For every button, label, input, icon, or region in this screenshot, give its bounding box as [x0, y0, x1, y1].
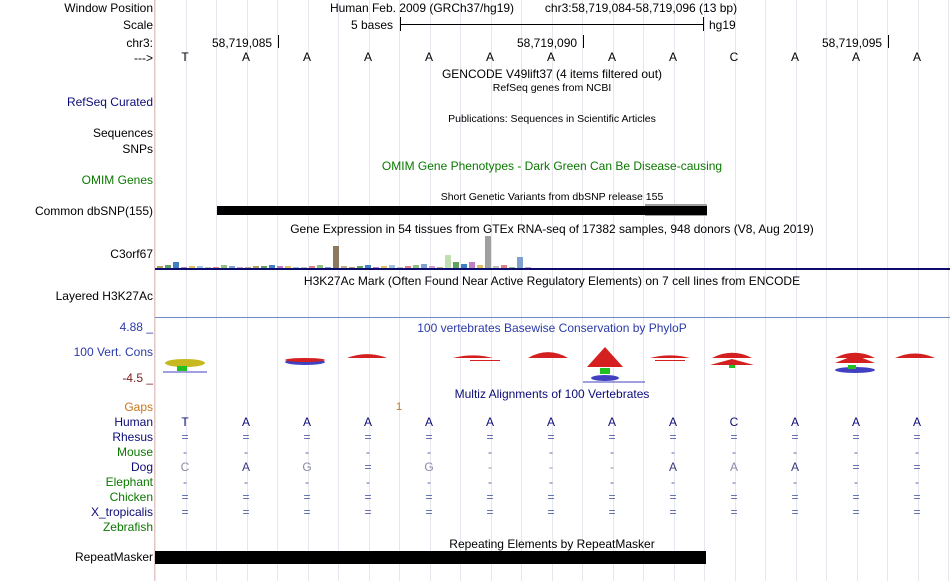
- conservation-glyph: [453, 355, 493, 358]
- alignment-base: =: [852, 430, 860, 444]
- alignment-base: =: [364, 490, 372, 504]
- alignment-base: =: [181, 505, 189, 519]
- alignment-base: -: [854, 445, 858, 459]
- gtex-gene-label[interactable]: C3orf67: [110, 247, 153, 261]
- alignment-base: =: [242, 430, 250, 444]
- alignment-base: =: [547, 430, 555, 444]
- alignment-base: =: [425, 505, 433, 519]
- alignment-base: =: [791, 505, 799, 519]
- scale-label: Scale: [122, 18, 153, 32]
- gaps-count: 1: [396, 401, 403, 413]
- scale-bases-text: 5 bases: [351, 18, 394, 32]
- alignment-base: =: [852, 460, 860, 474]
- conservation-glyph: [347, 354, 387, 358]
- alignment-base: -: [671, 445, 675, 459]
- omim-track-title: OMIM Gene Phenotypes - Dark Green Can Be Disease-causing: [381, 159, 723, 173]
- species-label-dog[interactable]: Dog: [130, 460, 153, 474]
- sequence-base: A: [424, 50, 433, 64]
- refseq-track-title: RefSeq genes from NCBI: [492, 82, 612, 94]
- alignment-base: -: [610, 445, 614, 459]
- alignment-base: =: [730, 490, 738, 504]
- ruler-tick-2: [583, 35, 584, 48]
- alignment-base: -: [244, 475, 248, 489]
- alignment-base: =: [242, 505, 250, 519]
- alignment-base: -: [488, 475, 492, 489]
- alignment-base: =: [730, 430, 738, 444]
- ruler-tick-3: [888, 35, 889, 48]
- strand-arrow-label[interactable]: --->: [134, 51, 153, 65]
- assembly-title: Human Feb. 2009 (GRCh37/hg19): [329, 1, 515, 15]
- conservation-glyph: [710, 359, 754, 365]
- sequences-label[interactable]: Sequences: [92, 126, 153, 140]
- conservation-glyph: [655, 360, 685, 361]
- alignment-base: A: [363, 415, 372, 429]
- alignment-base: =: [364, 505, 372, 519]
- h3k27ac-track-title: H3K27Ac Mark (Often Found Near Active Regulatory Elements) on 7 cell lines from ENCODE: [303, 274, 801, 288]
- alignment-base: =: [364, 430, 372, 444]
- vert-cons-label[interactable]: 100 Vert. Cons: [73, 345, 153, 359]
- dbsnp-variant-bar[interactable]: [217, 206, 646, 215]
- snps-label[interactable]: SNPs: [122, 142, 153, 156]
- alignment-base: =: [303, 490, 311, 504]
- species-label-xtropicalis[interactable]: X_tropicalis: [90, 505, 153, 519]
- alignment-base: -: [366, 475, 370, 489]
- conservation-glyph: [600, 368, 610, 374]
- alignment-base: A: [668, 460, 677, 474]
- repeatmasker-element[interactable]: [155, 551, 706, 564]
- alignment-base: A: [302, 415, 311, 429]
- sequence-base: A: [546, 50, 555, 64]
- conservation-glyph: [587, 347, 623, 367]
- base-gridline: [338, 0, 339, 581]
- alignment-base: -: [488, 445, 492, 459]
- alignment-base: =: [181, 490, 189, 504]
- alignment-base: -: [915, 445, 919, 459]
- alignment-base: =: [608, 505, 616, 519]
- h3k27ac-label[interactable]: Layered H3K27Ac: [55, 289, 153, 303]
- scale-db-text: hg19: [709, 18, 736, 32]
- alignment-base: A: [241, 460, 250, 474]
- alignment-base: -: [183, 445, 187, 459]
- alignment-base: -: [610, 475, 614, 489]
- alignment-base: =: [913, 430, 921, 444]
- base-gridline: [948, 0, 949, 581]
- base-gridline: [216, 0, 217, 581]
- alignment-base: =: [486, 505, 494, 519]
- species-label-mouse[interactable]: Mouse: [116, 445, 153, 459]
- alignment-base: C: [729, 415, 739, 429]
- conservation-min-label: -4.5 _: [122, 371, 153, 385]
- h3k27ac-baseline: [155, 317, 950, 318]
- alignment-base: -: [671, 475, 675, 489]
- alignment-base: A: [729, 460, 738, 474]
- sequence-base: A: [363, 50, 372, 64]
- alignment-base: -: [732, 445, 736, 459]
- base-gridline: [460, 0, 461, 581]
- alignment-base: -: [732, 475, 736, 489]
- alignment-base: =: [303, 430, 311, 444]
- alignment-base: =: [669, 490, 677, 504]
- conservation-glyph: [528, 352, 568, 358]
- scale-bar-left-tick: [400, 17, 401, 31]
- common-dbsnp-label[interactable]: Common dbSNP(155): [34, 204, 153, 218]
- species-label-human[interactable]: Human: [114, 415, 153, 429]
- alignment-base: A: [790, 415, 799, 429]
- gtex-tissue-bar[interactable]: [333, 246, 339, 268]
- alignment-base: G: [424, 460, 434, 474]
- alignment-base: =: [913, 505, 921, 519]
- alignment-base: G: [302, 460, 312, 474]
- track-image[interactable]: [155, 0, 950, 581]
- alignment-base: -: [854, 475, 858, 489]
- scale-bar-right-tick: [703, 17, 704, 31]
- conservation-glyph: [848, 365, 856, 369]
- conservation-logo[interactable]: [155, 345, 950, 387]
- alignment-base: =: [852, 490, 860, 504]
- alignment-base: -: [549, 445, 553, 459]
- dbsnp-track-title: Short Genetic Variants from dbSNP release 155: [440, 191, 664, 203]
- gtex-baseline: [155, 268, 950, 270]
- refseq-curated-label[interactable]: RefSeq Curated: [66, 95, 153, 109]
- alignment-base: =: [547, 490, 555, 504]
- alignment-base: C: [180, 460, 190, 474]
- gtex-tissue-bar[interactable]: [485, 236, 491, 268]
- gtex-track-title: Gene Expression in 54 tissues from GTEx RNA-seq of 17382 samples, 948 donors (V8, Aug 2019): [290, 222, 814, 236]
- alignment-base: -: [488, 460, 492, 474]
- sequence-base: A: [241, 50, 250, 64]
- sequence-base: A: [851, 50, 860, 64]
- phylop-track-title: 100 vertebrates Basewise Conservation by PhyloP: [417, 321, 687, 335]
- alignment-base: A: [485, 415, 494, 429]
- alignment-base: T: [181, 415, 189, 429]
- ruler-label-1: 58,719,085: [212, 36, 273, 50]
- ruler-label-3: 58,719,095: [822, 36, 883, 50]
- base-gridline: [399, 0, 400, 581]
- alignment-base: =: [303, 505, 311, 519]
- alignment-base: =: [852, 505, 860, 519]
- alignment-base: A: [546, 415, 555, 429]
- repeatmasker-track-title: Repeating Elements by RepeatMasker: [449, 537, 655, 551]
- alignment-base: =: [425, 490, 433, 504]
- alignment-base: =: [547, 505, 555, 519]
- conservation-glyph: [729, 365, 735, 368]
- alignment-base: A: [241, 415, 250, 429]
- alignment-base: -: [549, 460, 553, 474]
- conservation-glyph: [165, 359, 205, 367]
- omim-genes-label[interactable]: OMIM Genes: [81, 173, 153, 187]
- conservation-max-label: 4.88 _: [119, 320, 153, 334]
- species-label-rhesus[interactable]: Rhesus: [112, 430, 153, 444]
- alignment-base: A: [424, 415, 433, 429]
- alignment-base: -: [915, 475, 919, 489]
- alignment-base: =: [181, 430, 189, 444]
- publications-track-title: Publications: Sequences in Scientific Articles: [448, 113, 656, 125]
- alignment-base: =: [791, 490, 799, 504]
- base-gridline: [643, 0, 644, 581]
- alignment-base: -: [183, 475, 187, 489]
- conservation-glyph: [650, 355, 690, 358]
- alignment-base: A: [607, 415, 616, 429]
- base-gridline: [826, 0, 827, 581]
- sequence-base: A: [790, 50, 799, 64]
- ruler-tick-1: [278, 35, 279, 48]
- sequence-base: T: [181, 50, 189, 64]
- alignment-base: =: [486, 490, 494, 504]
- repeatmasker-label[interactable]: RepeatMasker: [74, 550, 153, 564]
- gtex-tissue-bar[interactable]: [445, 255, 451, 268]
- alignment-base: =: [730, 505, 738, 519]
- gaps-label[interactable]: Gaps: [124, 400, 153, 414]
- gencode-track-title: GENCODE V49lift37 (4 items filtered out): [441, 67, 663, 81]
- chromosome-label: chr3:: [126, 36, 153, 50]
- alignment-base: A: [790, 460, 799, 474]
- conservation-glyph: [285, 358, 325, 362]
- alignment-base: =: [364, 460, 372, 474]
- sequence-base: A: [912, 50, 921, 64]
- alignment-base: A: [851, 415, 860, 429]
- sequence-base: A: [485, 50, 494, 64]
- gtex-tissue-bar[interactable]: [517, 257, 523, 268]
- base-gridline: [887, 0, 888, 581]
- alignment-base: -: [427, 445, 431, 459]
- alignment-base: -: [793, 445, 797, 459]
- alignment-base: =: [608, 430, 616, 444]
- conservation-glyph: [895, 353, 935, 358]
- sequence-base: A: [668, 50, 677, 64]
- alignment-base: =: [486, 430, 494, 444]
- alignment-base: =: [913, 490, 921, 504]
- alignment-base: -: [244, 445, 248, 459]
- dbsnp-variant-end[interactable]: [645, 206, 707, 215]
- species-label-chicken[interactable]: Chicken: [109, 490, 153, 504]
- alignment-base: -: [610, 460, 614, 474]
- alignment-base: A: [912, 415, 921, 429]
- window-position-text: chr3:58,719,084-58,719,096 (13 bp): [544, 1, 738, 15]
- alignment-base: A: [668, 415, 677, 429]
- alignment-base: -: [427, 475, 431, 489]
- alignment-base: -: [549, 475, 553, 489]
- multiz-track-title: Multiz Alignments of 100 Vertebrates: [454, 387, 650, 401]
- window-position-label: Window Position: [64, 1, 153, 15]
- sequence-base: C: [729, 50, 739, 64]
- base-gridline: [704, 0, 705, 581]
- sequence-base: A: [302, 50, 311, 64]
- sequence-base: A: [607, 50, 616, 64]
- conservation-glyph: [177, 366, 187, 371]
- scale-bar: [400, 24, 703, 25]
- base-gridline: [765, 0, 766, 581]
- conservation-glyph: [470, 360, 500, 361]
- alignment-base: =: [669, 505, 677, 519]
- alignment-base: =: [425, 430, 433, 444]
- base-gridline: [155, 0, 156, 581]
- alignment-base: -: [366, 445, 370, 459]
- conservation-glyph: [712, 353, 752, 358]
- alignment-base: =: [669, 430, 677, 444]
- alignment-base: -: [305, 475, 309, 489]
- conservation-glyph: [591, 375, 619, 381]
- alignment-base: =: [242, 490, 250, 504]
- alignment-base: -: [305, 445, 309, 459]
- ruler-label-2: 58,719,090: [517, 36, 578, 50]
- base-gridline: [277, 0, 278, 581]
- species-label-zebrafish[interactable]: Zebrafish: [102, 520, 153, 534]
- alignment-base: =: [791, 430, 799, 444]
- alignment-base: =: [608, 490, 616, 504]
- alignment-base: -: [793, 475, 797, 489]
- alignment-base: =: [913, 460, 921, 474]
- species-label-elephant[interactable]: Elephant: [105, 475, 153, 489]
